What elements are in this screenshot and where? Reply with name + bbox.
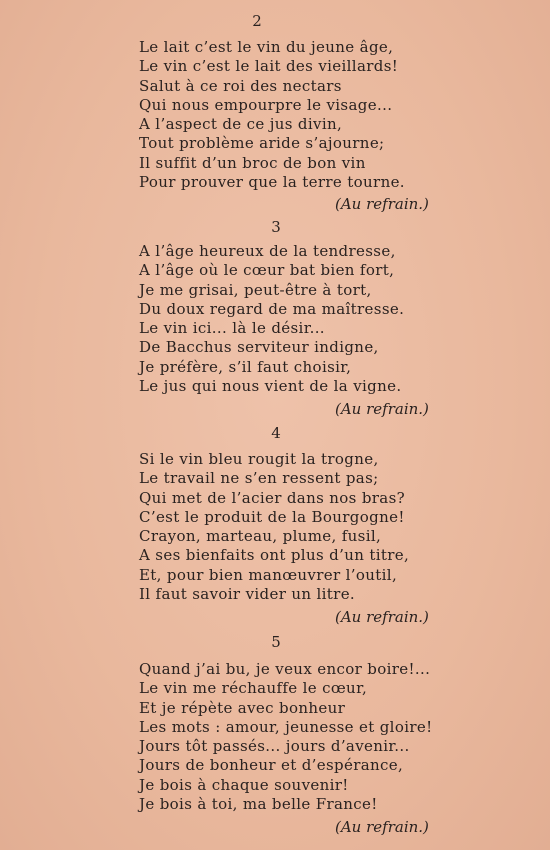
verse-line: Le vin ici... là le désir... — [139, 319, 325, 338]
verse-line: Je préfère, s’il faut choisir, — [139, 357, 352, 376]
verse-line: Le vin me réchauffe le cœur, — [139, 679, 368, 698]
refrain-marker: (Au refrain.) — [335, 608, 429, 626]
verse-line: Si le vin bleu rougit la trogne, — [139, 450, 379, 468]
verse-line: Le travail ne s’en ressent pas; — [139, 469, 379, 488]
verse-line: De Bacchus serviteur indigne, — [139, 338, 379, 357]
refrain-marker: (Au refrain.) — [335, 195, 429, 213]
page-number: 2 — [252, 12, 262, 30]
stanza-3 — [139, 242, 439, 396]
verse-line: Et, pour bien manœuvrer l’outil, — [139, 565, 398, 584]
verse-line: C’est le produit de la Bourgogne! — [139, 507, 405, 526]
verse-line: A ses bienfaits ont plus d’un titre, — [139, 546, 410, 565]
verse-line: Crayon, marteau, plume, fusil, — [139, 527, 382, 546]
verse-line: Jours tôt passés... jours d’avenir... — [139, 737, 410, 756]
verse-line: Qui met de l’acier dans nos bras? — [139, 488, 406, 507]
verse-line: Qui nous empourpre le visage... — [139, 95, 393, 114]
stanza-4 — [139, 450, 439, 604]
verse-line: A l’âge heureux de la tendresse, — [139, 242, 396, 260]
verse-line: Je bois à toi, ma belle France! — [139, 795, 378, 814]
verse-line: A l’âge où le cœur bat bien fort, — [139, 261, 395, 280]
verse-line: Je bois à chaque souvenir! — [139, 775, 349, 794]
verse-line: Il suffit d’un broc de bon vin — [139, 153, 366, 172]
verse-line: A l’aspect de ce jus divin, — [139, 115, 343, 134]
verse-line: Tout problème aride s’ajourne; — [139, 134, 385, 153]
stanza-number: 4 — [271, 424, 281, 442]
verse-line: Pour prouver que la terre tourne. — [139, 173, 405, 192]
verse-line: Jours de bonheur et d’espérance, — [139, 756, 404, 775]
verse-line: Le lait c’est le vin du jeune âge, — [139, 38, 394, 56]
refrain-marker: (Au refrain.) — [335, 400, 429, 418]
stanza-number: 5 — [271, 633, 281, 651]
verse-line: Il faut savoir vider un litre. — [139, 585, 356, 604]
verse-line: Le vin c’est le lait des vieillards! — [139, 57, 399, 76]
verse-line: Quand j’ai bu, je veux encor boire!... — [139, 660, 431, 678]
stanza-5 — [139, 660, 439, 814]
refrain-marker: (Au refrain.) — [335, 818, 429, 836]
verse-line: Du doux regard de ma maîtresse. — [139, 299, 405, 318]
stanza-number: 3 — [271, 218, 281, 236]
verse-line: Et je répète avec bonheur — [139, 698, 346, 717]
verse-line: Le jus qui nous vient de la vigne. — [139, 377, 402, 396]
verse-line: Salut à ce roi des nectars — [139, 76, 342, 95]
verse-line: Les mots : amour, jeunesse et gloire! — [139, 717, 433, 736]
stanza-1 — [139, 38, 439, 192]
verse-line: Je me grisai, peut-être à tort, — [139, 280, 372, 299]
